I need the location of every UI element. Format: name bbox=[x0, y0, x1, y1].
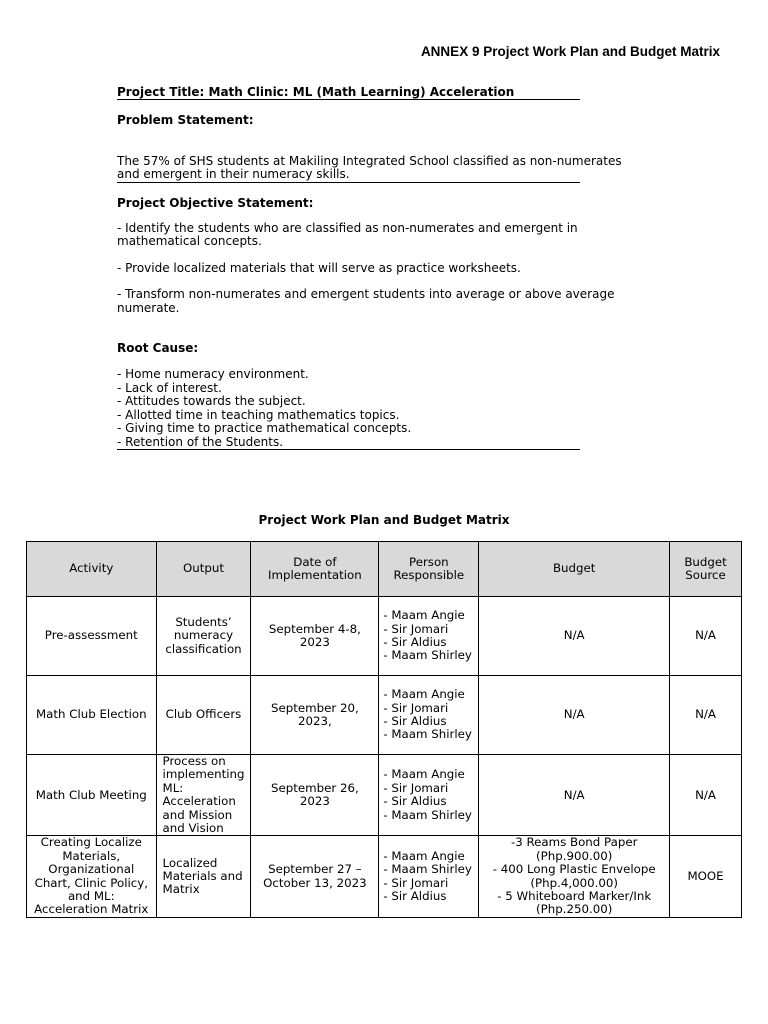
person-item: - Sir Aldius bbox=[383, 635, 447, 649]
cell-date: September 26, 2023 bbox=[251, 755, 379, 836]
person-item: - Maam Shirley bbox=[383, 648, 472, 663]
objective-item: - Provide localized materials that will serve as practice worksheets. bbox=[117, 260, 521, 275]
cell-budget bbox=[479, 836, 670, 917]
cell-output: Students’ numeracy classification bbox=[156, 597, 251, 676]
table-row bbox=[27, 755, 742, 836]
cell-budget bbox=[479, 755, 670, 836]
project-title: Project Title: Math Clinic: ML (Math Learning) Acceleration bbox=[117, 85, 515, 99]
budget-item: N/A bbox=[563, 628, 585, 643]
person-item: - Maam Shirley bbox=[383, 807, 472, 822]
table-row bbox=[27, 836, 742, 917]
cell-persons bbox=[379, 676, 479, 755]
divider bbox=[117, 99, 580, 100]
cell-budget bbox=[479, 597, 670, 676]
person-item: - Maam Shirley bbox=[383, 727, 472, 742]
person-item: - Sir Jomari bbox=[383, 621, 449, 636]
table-title: Project Work Plan and Budget Matrix bbox=[258, 513, 510, 527]
cell-persons bbox=[379, 597, 479, 676]
problem-heading: Problem Statement: bbox=[117, 113, 254, 128]
budget-item: -3 Reams Bond Paper (Php.900.00) bbox=[510, 835, 638, 863]
cell-persons bbox=[379, 755, 479, 836]
header-date: Date of Implementation bbox=[251, 542, 379, 597]
header-budget: Budget bbox=[479, 542, 670, 597]
budget-item: - 400 Long Plastic Envelope (Php.4,000.00) bbox=[492, 862, 656, 890]
objective-heading: Project Objective Statement: bbox=[117, 195, 314, 210]
person-item: - Maam Shirley bbox=[383, 862, 472, 877]
document-body bbox=[117, 86, 657, 450]
cell-output: Club Officers bbox=[156, 676, 251, 755]
header-output: Output bbox=[156, 542, 251, 597]
annex-title: ANNEX 9 Project Work Plan and Budget Matrix bbox=[420, 44, 720, 59]
budget-item: - 5 Whiteboard Marker/Ink (Php.250.00) bbox=[497, 889, 652, 917]
header-activity: Activity bbox=[27, 542, 157, 597]
cell-source: N/A bbox=[670, 597, 742, 676]
problem-text: The 57% of SHS students at Makiling Integrated School classified as non-numerates and emergent in their numeracy skills. bbox=[117, 153, 622, 182]
root-cause-item: - Attitudes towards the subject. bbox=[117, 394, 306, 409]
cell-source: MOOE bbox=[670, 836, 742, 917]
person-item: - Sir Aldius bbox=[383, 714, 447, 728]
divider bbox=[117, 449, 580, 450]
work-plan-table bbox=[26, 541, 742, 918]
cell-activity: Math Club Election bbox=[27, 676, 157, 755]
root-cause-list bbox=[117, 368, 657, 448]
cell-output: Process on implementing ML: Acceleration and Mission and Vision bbox=[156, 755, 251, 836]
header-source: Budget Source bbox=[670, 542, 742, 597]
divider bbox=[117, 182, 580, 183]
budget-item: N/A bbox=[563, 707, 585, 722]
root-cause-item: - Lack of interest. bbox=[117, 380, 222, 395]
cell-date: September 4-8, 2023 bbox=[251, 597, 379, 676]
cell-activity: Creating Localize Materials, Organizational Chart, Clinic Policy, and ML: Acceleration Matrix bbox=[27, 836, 157, 917]
objective-item: - Transform non-numerates and emergent students into average or above average numerate. bbox=[117, 287, 615, 315]
person-item: - Sir Aldius bbox=[383, 889, 447, 904]
cell-persons bbox=[379, 836, 479, 917]
person-item: - Maam Angie bbox=[383, 687, 465, 702]
root-cause-item: - Home numeracy environment. bbox=[117, 367, 309, 382]
root-cause-item: - Retention of the Students. bbox=[117, 434, 284, 449]
person-item: - Maam Angie bbox=[383, 848, 465, 863]
cell-source: N/A bbox=[670, 755, 742, 836]
person-item: - Sir Jomari bbox=[383, 700, 449, 715]
root-cause-heading: Root Cause: bbox=[117, 341, 199, 356]
table-row bbox=[27, 597, 742, 676]
header-person: Person Responsible bbox=[379, 542, 479, 597]
person-item: - Sir Jomari bbox=[383, 780, 449, 795]
objectives-list bbox=[117, 222, 657, 315]
person-item: - Maam Angie bbox=[383, 608, 465, 623]
cell-budget bbox=[479, 676, 670, 755]
cell-output: Localized Materials and Matrix bbox=[156, 836, 251, 917]
person-item: - Sir Jomari bbox=[383, 875, 449, 890]
table-row bbox=[27, 676, 742, 755]
cell-activity: Pre-assessment bbox=[27, 597, 157, 676]
root-cause-item: - Allotted time in teaching mathematics topics. bbox=[117, 407, 400, 422]
person-item: - Maam Angie bbox=[383, 767, 465, 782]
budget-item: N/A bbox=[563, 787, 585, 802]
person-item: - Sir Aldius bbox=[383, 794, 447, 809]
cell-activity: Math Club Meeting bbox=[27, 755, 157, 836]
cell-date: September 20, 2023, bbox=[251, 676, 379, 755]
table-header-row bbox=[27, 542, 742, 597]
objective-item: - Identify the students who are classified as non-numerates and emergent in mathematical concepts. bbox=[117, 221, 578, 249]
cell-source: N/A bbox=[670, 676, 742, 755]
cell-date: September 27 – October 13, 2023 bbox=[251, 836, 379, 917]
root-cause-item: - Giving time to practice mathematical concepts. bbox=[117, 421, 412, 436]
